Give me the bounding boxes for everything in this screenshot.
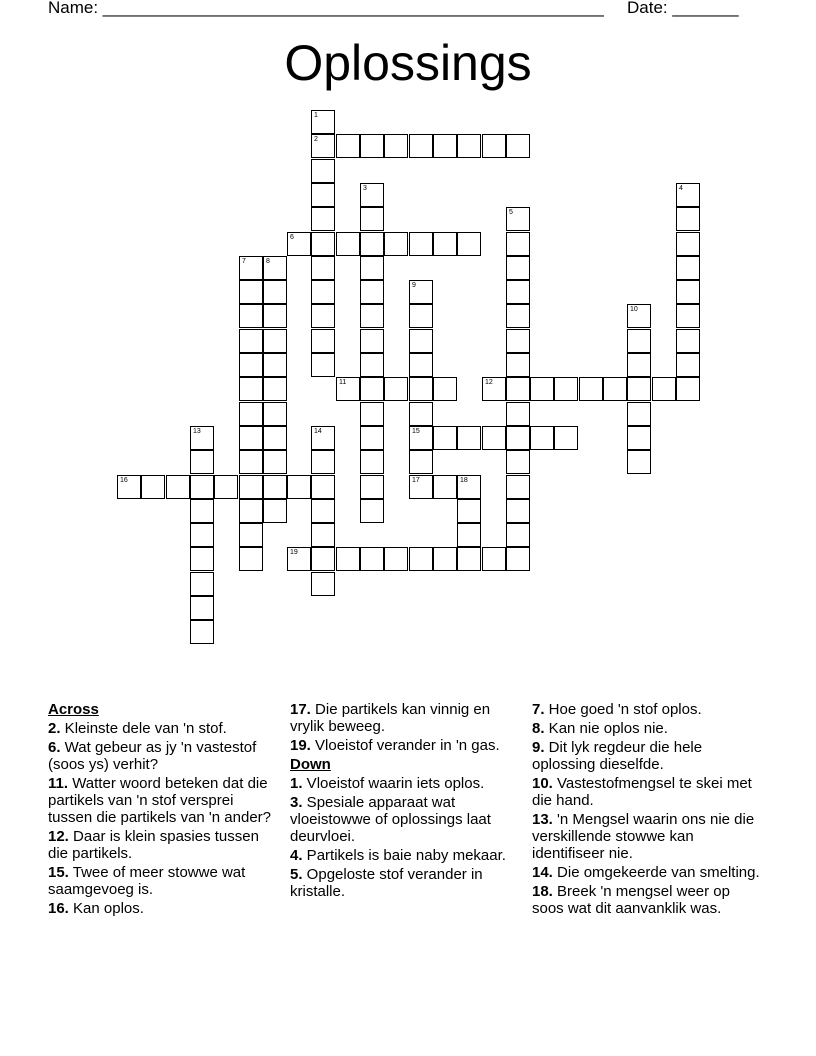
across-heading: Across [48, 701, 99, 718]
date-field-label: Date: _______ [627, 0, 739, 17]
grid-cell[interactable] [360, 377, 384, 401]
grid-cell[interactable] [627, 304, 651, 328]
grid-cell[interactable] [311, 353, 335, 377]
name-field-label: Name: _____________________________________________________ [48, 0, 604, 17]
grid-cell[interactable] [311, 499, 335, 523]
grid-cell[interactable] [239, 402, 263, 426]
grid-cell[interactable] [506, 426, 530, 450]
clue-across-12: 12. Daar is klein spasies tussen die partikels. [48, 828, 259, 862]
grid-cell[interactable] [409, 280, 433, 304]
grid-cell[interactable] [627, 450, 651, 474]
grid-cell[interactable] [409, 547, 433, 571]
grid-cell[interactable] [360, 304, 384, 328]
clues-column-2 [290, 701, 522, 902]
grid-cell[interactable] [409, 377, 433, 401]
grid-cell[interactable] [190, 426, 214, 450]
grid-cell[interactable] [239, 329, 263, 353]
cell-number: 17 [412, 477, 420, 484]
grid-cell[interactable] [433, 377, 457, 401]
clue-down-4: 4. Partikels is baie naby mekaar. [290, 847, 506, 864]
grid-cell[interactable] [506, 329, 530, 353]
clue-across-2: 2. Kleinste dele van 'n stof. [48, 720, 227, 737]
grid-cell[interactable] [311, 232, 335, 256]
grid-cell[interactable] [433, 426, 457, 450]
cell-number: 2 [314, 136, 318, 143]
grid-cell[interactable] [603, 377, 627, 401]
grid-cell[interactable] [482, 426, 506, 450]
cell-number: 16 [120, 477, 128, 484]
down-heading: Down [290, 756, 331, 773]
grid-cell[interactable] [627, 377, 651, 401]
clue-down-9: 9. Dit lyk regdeur die hele oplossing dieselfde. [532, 739, 703, 773]
grid-cell[interactable] [506, 499, 530, 523]
grid-cell[interactable] [311, 329, 335, 353]
grid-cell[interactable] [311, 256, 335, 280]
grid-cell[interactable] [457, 426, 481, 450]
clue-down-18: 18. Breek 'n mengsel weer op soos wat dit aanvanklik was. [532, 883, 730, 917]
grid-cell[interactable] [239, 304, 263, 328]
grid-cell[interactable] [311, 572, 335, 596]
grid-cell[interactable] [190, 572, 214, 596]
grid-cell[interactable] [457, 134, 481, 158]
cell-number: 7 [242, 258, 246, 265]
grid-cell[interactable] [263, 353, 287, 377]
clue-across-11: 11. Watter woord beteken dat die partikels van 'n stof versprei tussen die partikels van 'n ander? [48, 775, 272, 826]
grid-cell[interactable] [384, 377, 408, 401]
grid-cell[interactable] [311, 207, 335, 231]
cell-number: 8 [266, 258, 270, 265]
grid-cell[interactable] [287, 547, 311, 571]
cell-number: 19 [290, 549, 298, 556]
grid-cell[interactable] [627, 426, 651, 450]
grid-cell[interactable] [627, 402, 651, 426]
grid-cell[interactable] [384, 134, 408, 158]
grid-cell[interactable] [336, 377, 360, 401]
clue-down-13: 13. 'n Mengsel waarin ons nie die verskillende stowwe kan identifiseer nie. [532, 811, 755, 862]
grid-cell[interactable] [239, 475, 263, 499]
grid-cell[interactable] [190, 499, 214, 523]
grid-cell[interactable] [239, 523, 263, 547]
grid-cell[interactable] [263, 256, 287, 280]
grid-cell[interactable] [360, 134, 384, 158]
grid-cell[interactable] [239, 426, 263, 450]
grid-cell[interactable] [239, 547, 263, 571]
grid-cell[interactable] [166, 475, 190, 499]
cell-number: 6 [290, 234, 294, 241]
grid-cell[interactable] [676, 256, 700, 280]
grid-cell[interactable] [311, 134, 335, 158]
grid-cell[interactable] [360, 232, 384, 256]
grid-cell[interactable] [506, 256, 530, 280]
grid-cell[interactable] [263, 426, 287, 450]
grid-cell[interactable] [311, 183, 335, 207]
grid-cell[interactable] [190, 547, 214, 571]
grid-cell[interactable] [263, 499, 287, 523]
grid-cell[interactable] [263, 450, 287, 474]
grid-cell[interactable] [360, 207, 384, 231]
grid-cell[interactable] [214, 475, 238, 499]
grid-cell[interactable] [676, 232, 700, 256]
grid-cell[interactable] [190, 596, 214, 620]
grid-cell[interactable] [627, 329, 651, 353]
grid-cell[interactable] [311, 304, 335, 328]
grid-cell[interactable] [141, 475, 165, 499]
grid-cell[interactable] [360, 353, 384, 377]
grid-cell[interactable] [336, 134, 360, 158]
cell-number: 12 [485, 379, 493, 386]
grid-cell[interactable] [239, 280, 263, 304]
clue-down-5: 5. Opgeloste stof verander in kristalle. [290, 866, 483, 900]
clue-down-1: 1. Vloeistof waarin iets oplos. [290, 775, 485, 792]
grid-cell[interactable] [360, 475, 384, 499]
grid-cell[interactable] [676, 329, 700, 353]
grid-cell[interactable] [409, 426, 433, 450]
grid-cell[interactable] [239, 377, 263, 401]
grid-cell[interactable] [433, 134, 457, 158]
grid-cell[interactable] [506, 304, 530, 328]
cell-number: 18 [460, 477, 468, 484]
clue-down-10: 10. Vastestofmengsel te skei met die hand. [532, 775, 752, 809]
clues-column-3 [532, 701, 764, 919]
grid-cell[interactable] [360, 402, 384, 426]
grid-cell[interactable] [190, 475, 214, 499]
clue-across-17: 17. Die partikels kan vinnig en vrylik beweeg. [290, 701, 491, 735]
grid-cell[interactable] [457, 523, 481, 547]
grid-cell[interactable] [263, 280, 287, 304]
grid-cell[interactable] [239, 353, 263, 377]
grid-cell[interactable] [311, 475, 335, 499]
grid-cell[interactable] [457, 547, 481, 571]
grid-cell[interactable] [579, 377, 603, 401]
grid-cell[interactable] [530, 377, 554, 401]
grid-cell[interactable] [311, 110, 335, 134]
grid-cell[interactable] [190, 620, 214, 644]
grid-cell[interactable] [506, 280, 530, 304]
clue-down-7: 7. Hoe goed 'n stof oplos. [532, 701, 702, 718]
grid-cell[interactable] [506, 207, 530, 231]
grid-cell[interactable] [457, 475, 481, 499]
grid-cell[interactable] [360, 280, 384, 304]
cell-number: 10 [630, 306, 638, 313]
grid-cell[interactable] [311, 547, 335, 571]
grid-cell[interactable] [190, 450, 214, 474]
grid-cell[interactable] [190, 523, 214, 547]
grid-cell[interactable] [433, 475, 457, 499]
grid-cell[interactable] [263, 329, 287, 353]
grid-cell[interactable] [263, 402, 287, 426]
grid-cell[interactable] [676, 304, 700, 328]
grid-cell[interactable] [263, 304, 287, 328]
cell-number: 14 [314, 428, 322, 435]
clue-down-8: 8. Kan nie oplos nie. [532, 720, 668, 737]
grid-cell[interactable] [506, 402, 530, 426]
grid-cell[interactable] [239, 499, 263, 523]
grid-cell[interactable] [239, 256, 263, 280]
clue-across-15: 15. Twee of meer stowwe wat saamgevoeg is. [48, 864, 246, 898]
grid-cell[interactable] [433, 547, 457, 571]
grid-cell[interactable] [676, 377, 700, 401]
grid-cell[interactable] [409, 329, 433, 353]
grid-cell[interactable] [506, 134, 530, 158]
grid-cell[interactable] [652, 377, 676, 401]
clues-column-1 [48, 701, 280, 919]
grid-cell[interactable] [409, 304, 433, 328]
cell-number: 15 [412, 428, 420, 435]
grid-cell[interactable] [239, 450, 263, 474]
grid-cell[interactable] [433, 232, 457, 256]
grid-cell[interactable] [287, 475, 311, 499]
cell-number: 5 [509, 209, 513, 216]
grid-cell[interactable] [360, 426, 384, 450]
cell-number: 4 [679, 185, 683, 192]
grid-cell[interactable] [263, 475, 287, 499]
grid-cell[interactable] [506, 450, 530, 474]
grid-cell[interactable] [384, 232, 408, 256]
grid-cell[interactable] [506, 377, 530, 401]
grid-cell[interactable] [482, 377, 506, 401]
grid-cell[interactable] [360, 547, 384, 571]
cell-number: 11 [339, 379, 347, 386]
grid-cell[interactable] [457, 232, 481, 256]
grid-cell[interactable] [676, 183, 700, 207]
grid-cell[interactable] [409, 402, 433, 426]
grid-cell[interactable] [506, 547, 530, 571]
grid-cell[interactable] [263, 377, 287, 401]
grid-cell[interactable] [676, 207, 700, 231]
grid-cell[interactable] [457, 499, 481, 523]
grid-cell[interactable] [409, 353, 433, 377]
grid-cell[interactable] [311, 426, 335, 450]
cell-number: 13 [193, 428, 201, 435]
grid-cell[interactable] [336, 547, 360, 571]
grid-cell[interactable] [506, 232, 530, 256]
grid-cell[interactable] [506, 475, 530, 499]
grid-cell[interactable] [409, 134, 433, 158]
grid-cell[interactable] [409, 232, 433, 256]
grid-cell[interactable] [627, 353, 651, 377]
clue-across-6: 6. Wat gebeur as jy 'n vastestof (soos ys) verhit? [48, 739, 257, 773]
clue-down-14: 14. Die omgekeerde van smelting. [532, 864, 760, 881]
grid-cell[interactable] [311, 159, 335, 183]
grid-cell[interactable] [482, 547, 506, 571]
clue-across-16: 16. Kan oplos. [48, 900, 144, 917]
grid-cell[interactable] [409, 475, 433, 499]
grid-cell[interactable] [360, 183, 384, 207]
grid-cell[interactable] [311, 523, 335, 547]
grid-cell[interactable] [482, 134, 506, 158]
grid-cell[interactable] [554, 426, 578, 450]
grid-cell[interactable] [311, 450, 335, 474]
grid-cell[interactable] [336, 232, 360, 256]
grid-cell[interactable] [360, 256, 384, 280]
cell-number: 9 [412, 282, 416, 289]
grid-cell[interactable] [506, 353, 530, 377]
grid-cell[interactable] [554, 377, 578, 401]
page-title: Oplossings [284, 35, 532, 91]
grid-cell[interactable] [360, 329, 384, 353]
grid-cell[interactable] [506, 523, 530, 547]
grid-cell[interactable] [676, 280, 700, 304]
grid-cell[interactable] [384, 547, 408, 571]
clue-across-19: 19. Vloeistof verander in 'n gas. [290, 737, 500, 754]
cell-number: 1 [314, 112, 318, 119]
grid-cell[interactable] [676, 353, 700, 377]
grid-cell[interactable] [360, 450, 384, 474]
grid-cell[interactable] [409, 450, 433, 474]
grid-cell[interactable] [360, 499, 384, 523]
cell-number: 3 [363, 185, 367, 192]
clue-down-3: 3. Spesiale apparaat wat vloeistowwe of oplossings laat deurvloei. [290, 794, 491, 845]
grid-cell[interactable] [287, 232, 311, 256]
grid-cell[interactable] [311, 280, 335, 304]
grid-cell[interactable] [530, 426, 554, 450]
grid-cell[interactable] [117, 475, 141, 499]
